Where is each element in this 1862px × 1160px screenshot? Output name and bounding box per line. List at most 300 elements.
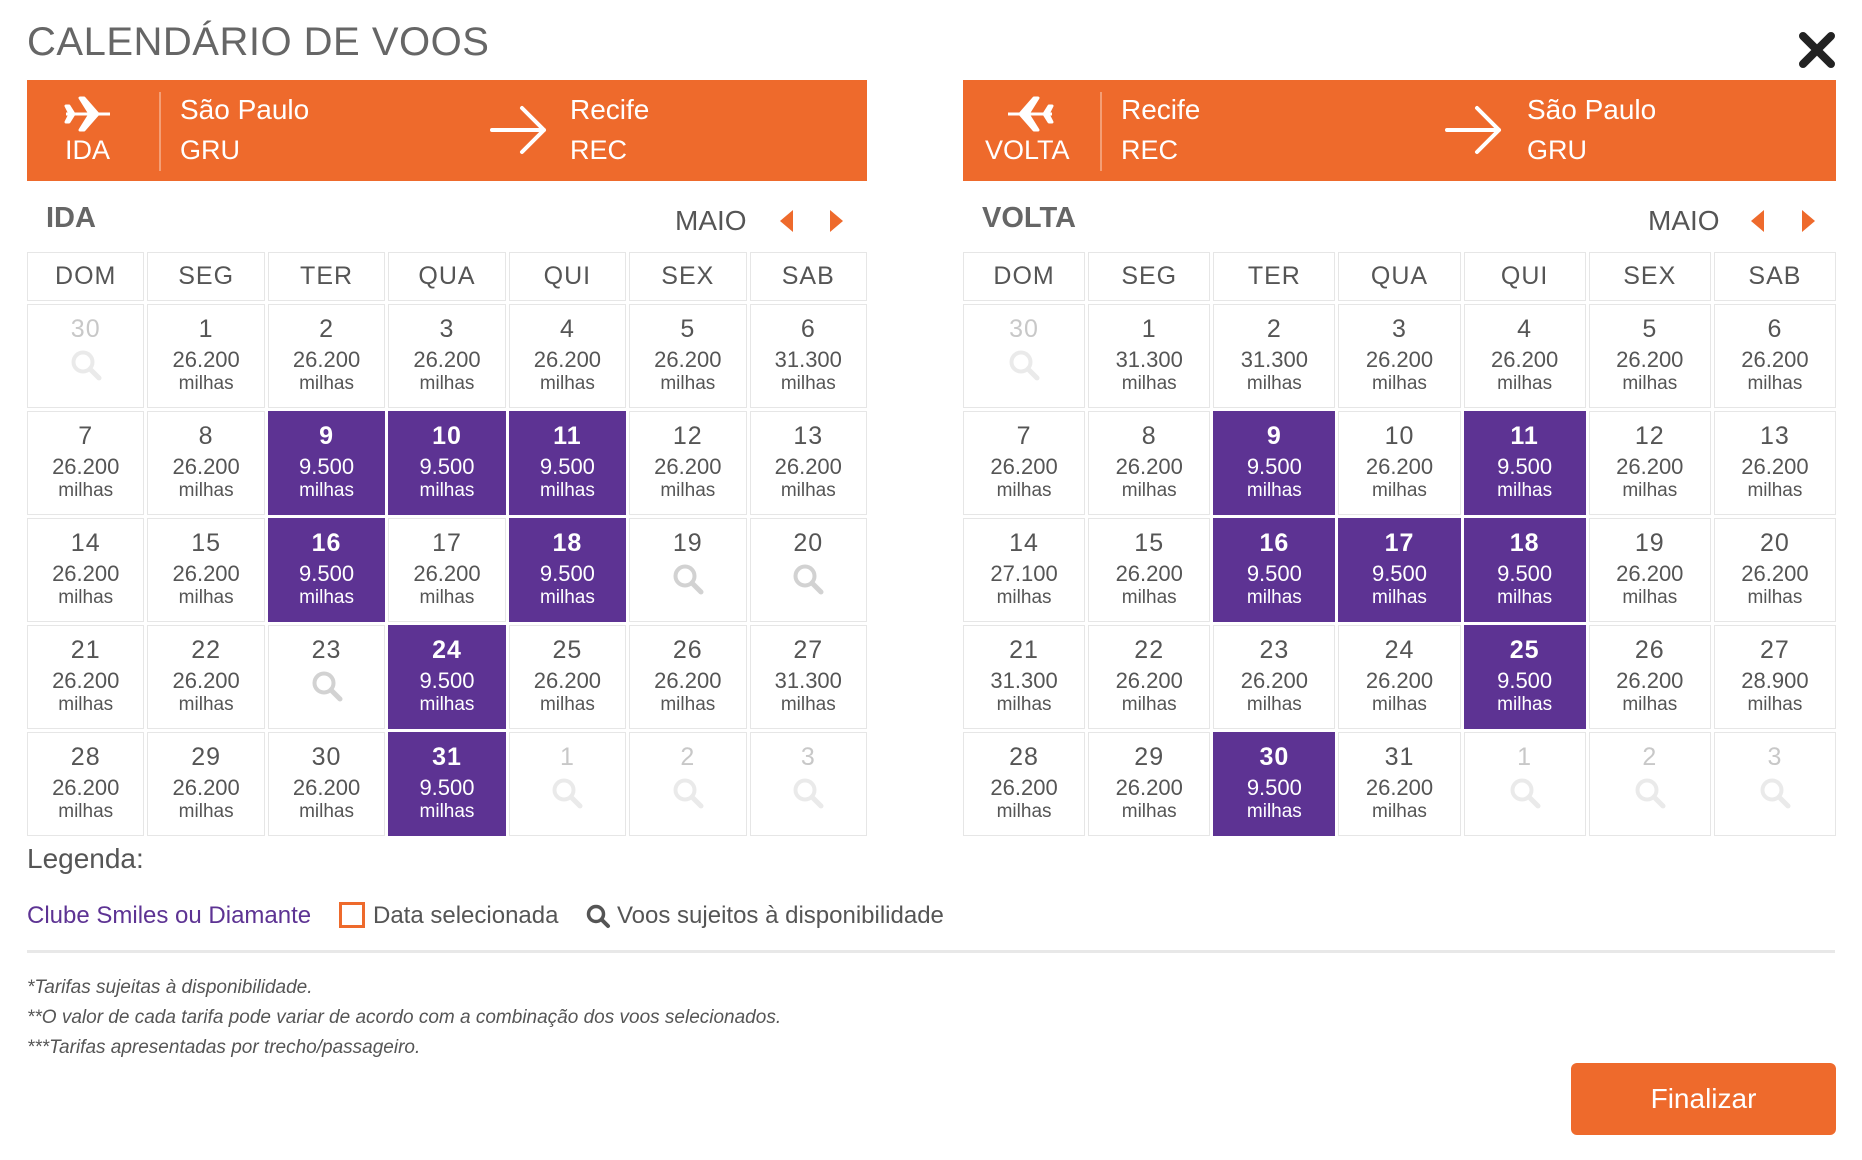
outbound-month: MAIO — [675, 205, 747, 236]
day-cell[interactable] — [629, 518, 746, 622]
day-price: 9.500 — [1497, 668, 1553, 693]
caret-left-icon[interactable] — [1745, 207, 1771, 235]
outbound-route-bar — [27, 80, 867, 181]
day-number: 30 — [1259, 743, 1290, 771]
day-number: 17 — [432, 529, 462, 557]
weekday-header: QUA — [1338, 252, 1460, 301]
day-cell[interactable] — [1213, 732, 1335, 836]
weekday-header: QUA — [388, 252, 505, 301]
day-cell[interactable] — [268, 732, 385, 836]
day-number: 7 — [1016, 422, 1032, 450]
origin-city: Recife — [1121, 94, 1201, 125]
day-number: 13 — [1760, 422, 1790, 450]
day-cell[interactable] — [1714, 411, 1836, 515]
search-icon — [1758, 776, 1792, 810]
day-unit: milhas — [1246, 480, 1302, 501]
divider — [27, 950, 1835, 953]
day-cell[interactable] — [388, 518, 505, 622]
day-price: 26.200 — [1365, 347, 1434, 372]
day-cell[interactable] — [388, 411, 505, 515]
day-unit: milhas — [419, 587, 475, 608]
day-number: 23 — [311, 636, 342, 664]
day-unit: milhas — [780, 480, 836, 501]
day-price: 26.200 — [654, 454, 722, 479]
day-cell[interactable] — [1464, 304, 1586, 408]
caret-left-icon[interactable] — [774, 207, 800, 235]
day-cell[interactable] — [963, 732, 1085, 836]
day-cell[interactable] — [1088, 411, 1210, 515]
day-cell[interactable] — [1088, 518, 1210, 622]
day-number: 22 — [1134, 636, 1165, 664]
route-divider — [159, 92, 161, 171]
day-number: 11 — [553, 422, 582, 450]
day-unit: milhas — [1497, 587, 1553, 608]
day-number: 2 — [319, 315, 334, 343]
day-cell[interactable] — [1338, 518, 1460, 622]
day-cell[interactable] — [388, 732, 505, 836]
day-unit: milhas — [660, 480, 716, 501]
day-number: 31 — [1384, 743, 1415, 771]
day-unit: milhas — [58, 801, 114, 822]
day-price: 26.200 — [533, 347, 602, 372]
day-unit: milhas — [780, 694, 836, 715]
day-cell[interactable] — [268, 411, 385, 515]
day-number: 10 — [1384, 422, 1415, 450]
day-price: 26.200 — [172, 454, 240, 479]
day-number: 20 — [793, 529, 824, 557]
day-unit: milhas — [58, 587, 114, 608]
day-number: 9 — [319, 422, 334, 450]
day-number: 9 — [1266, 422, 1282, 450]
day-cell[interactable] — [1338, 304, 1460, 408]
day-unit: milhas — [1747, 373, 1803, 394]
day-unit: milhas — [419, 694, 475, 715]
day-unit: milhas — [1372, 801, 1427, 822]
day-number: 3 — [439, 315, 455, 343]
day-cell[interactable] — [1213, 304, 1335, 408]
day-unit: milhas — [539, 694, 595, 715]
day-unit: milhas — [299, 801, 354, 822]
day-number: 26 — [1634, 636, 1665, 664]
search-icon — [69, 348, 103, 382]
day-number: 22 — [191, 636, 222, 664]
day-unit: milhas — [178, 694, 234, 715]
day-unit: milhas — [1121, 694, 1177, 715]
day-unit: milhas — [299, 587, 354, 608]
day-number: 3 — [1767, 743, 1783, 771]
day-unit: milhas — [1622, 587, 1678, 608]
day-price: 26.200 — [1490, 347, 1559, 372]
airplane-icon — [62, 94, 114, 134]
day-number: 19 — [672, 529, 703, 557]
day-unit: milhas — [1747, 480, 1803, 501]
day-price: 31.300 — [774, 347, 842, 372]
day-unit: milhas — [1121, 587, 1177, 608]
day-price: 26.200 — [654, 347, 722, 372]
arrow-right-icon — [1443, 102, 1505, 158]
day-price: 9.500 — [539, 561, 595, 586]
day-price: 9.500 — [419, 775, 475, 800]
day-unit: milhas — [1246, 801, 1302, 822]
day-cell[interactable] — [629, 625, 746, 729]
day-cell[interactable] — [750, 411, 867, 515]
day-unit: milhas — [539, 373, 595, 394]
destination-city: São Paulo — [1527, 94, 1657, 125]
day-price: 26.200 — [1741, 347, 1809, 372]
day-unit: milhas — [178, 373, 234, 394]
day-number: 18 — [552, 529, 583, 557]
weekday-header: TER — [268, 252, 385, 301]
day-price: 26.200 — [1115, 454, 1183, 479]
day-price: 26.200 — [172, 775, 240, 800]
day-number: 28 — [70, 743, 101, 771]
day-number: 12 — [1634, 422, 1665, 450]
day-cell — [629, 732, 746, 836]
day-number: 26 — [672, 636, 703, 664]
day-number: 15 — [1134, 529, 1165, 557]
day-number: 1 — [198, 315, 214, 343]
direction-label: IDA — [65, 135, 111, 165]
day-price: 26.200 — [1616, 668, 1684, 693]
inbound-calendar — [960, 249, 1839, 839]
weekday-header: SAB — [750, 252, 867, 301]
day-unit: milhas — [1622, 480, 1678, 501]
day-number: 24 — [1384, 636, 1415, 664]
day-cell — [963, 304, 1085, 408]
day-unit: milhas — [1246, 694, 1302, 715]
day-cell[interactable] — [1338, 411, 1460, 515]
note: **O valor de cada tarifa pode variar de acordo com a combinação dos voos selecionados. — [27, 1007, 782, 1028]
day-price: 31.300 — [1115, 347, 1183, 372]
day-cell[interactable] — [268, 518, 385, 622]
day-cell[interactable] — [509, 625, 626, 729]
day-number: 1 — [559, 743, 575, 771]
day-unit: milhas — [58, 694, 114, 715]
day-number: 27 — [793, 636, 824, 664]
legend-club: Clube Smiles ou Diamante — [27, 902, 312, 929]
inbound-panel-title: VOLTA — [982, 202, 1076, 234]
day-price: 26.200 — [413, 561, 481, 586]
day-cell[interactable] — [27, 411, 144, 515]
inbound-month: MAIO — [1648, 205, 1720, 236]
day-number: 19 — [1634, 529, 1665, 557]
day-unit: milhas — [996, 694, 1052, 715]
day-number: 15 — [191, 529, 222, 557]
day-price: 26.200 — [990, 775, 1058, 800]
day-number: 8 — [198, 422, 214, 450]
day-price: 26.200 — [1240, 668, 1308, 693]
day-price: 9.500 — [1371, 561, 1428, 586]
day-number: 5 — [680, 315, 696, 343]
day-price: 9.500 — [419, 454, 475, 479]
day-cell[interactable] — [629, 411, 746, 515]
day-cell[interactable] — [1088, 304, 1210, 408]
day-price: 9.500 — [419, 668, 475, 693]
day-number: 29 — [1134, 743, 1165, 771]
day-number: 7 — [78, 422, 94, 450]
day-number: 17 — [1384, 529, 1415, 557]
day-cell[interactable] — [1088, 732, 1210, 836]
weekday-header: QUI — [1464, 252, 1586, 301]
day-unit: milhas — [299, 480, 354, 501]
destination-code: GRU — [1527, 135, 1587, 165]
day-price: 26.200 — [990, 454, 1058, 479]
search-icon — [1007, 348, 1041, 382]
day-number: 30 — [311, 743, 342, 771]
day-price: 26.200 — [292, 347, 361, 372]
finalize-button[interactable]: Finalizar — [1571, 1063, 1836, 1135]
day-price: 9.500 — [1246, 775, 1302, 800]
weekday-header: SEX — [1589, 252, 1711, 301]
day-unit: milhas — [780, 373, 836, 394]
day-number: 30 — [1009, 315, 1039, 343]
day-cell[interactable] — [147, 411, 264, 515]
day-cell[interactable] — [509, 518, 626, 622]
day-price: 26.200 — [1741, 561, 1809, 586]
day-unit: milhas — [1121, 480, 1177, 501]
day-unit: milhas — [996, 587, 1052, 608]
day-unit: milhas — [178, 801, 234, 822]
day-number: 2 — [680, 743, 696, 771]
day-number: 11 — [1510, 422, 1539, 450]
day-number: 21 — [70, 636, 101, 664]
origin-code: REC — [1121, 135, 1179, 165]
day-cell[interactable] — [27, 518, 144, 622]
day-unit: milhas — [58, 480, 114, 501]
day-cell[interactable] — [1589, 304, 1711, 408]
day-cell[interactable] — [1714, 304, 1836, 408]
day-number: 28 — [1009, 743, 1039, 771]
day-price: 31.300 — [1240, 347, 1308, 372]
weekday-header: SAB — [1714, 252, 1836, 301]
day-unit: milhas — [1121, 373, 1177, 394]
day-price: 9.500 — [1497, 454, 1553, 479]
weekday-header: TER — [1213, 252, 1335, 301]
day-price: 26.200 — [292, 775, 361, 800]
day-cell[interactable] — [509, 304, 626, 408]
day-price: 26.200 — [172, 347, 240, 372]
outbound-panel-title: IDA — [46, 202, 96, 234]
day-cell — [1714, 732, 1836, 836]
airplane-icon — [1004, 94, 1056, 134]
day-cell[interactable] — [147, 732, 264, 836]
day-price: 26.200 — [172, 668, 240, 693]
day-price: 26.200 — [52, 668, 120, 693]
day-number: 24 — [432, 636, 462, 664]
day-price: 26.200 — [1616, 561, 1684, 586]
day-cell[interactable] — [963, 625, 1085, 729]
destination-city: Recife — [570, 94, 650, 125]
day-unit: milhas — [419, 480, 475, 501]
direction-label: VOLTA — [985, 135, 1070, 165]
day-number: 5 — [1642, 315, 1658, 343]
day-cell — [509, 732, 626, 836]
route-divider — [1100, 92, 1102, 171]
day-number: 23 — [1259, 636, 1290, 664]
day-cell[interactable] — [1338, 625, 1460, 729]
day-unit: milhas — [660, 694, 716, 715]
day-unit: milhas — [539, 480, 595, 501]
note: *Tarifas sujeitas à disponibilidade. — [27, 977, 313, 998]
day-cell[interactable] — [388, 625, 505, 729]
search-icon — [791, 776, 825, 810]
weekday-header: DOM — [963, 252, 1085, 301]
day-price: 26.200 — [52, 775, 120, 800]
day-price: 9.500 — [1497, 561, 1553, 586]
day-unit: milhas — [1246, 373, 1302, 394]
day-cell[interactable] — [750, 518, 867, 622]
day-price: 26.200 — [1365, 668, 1434, 693]
day-price: 26.200 — [1616, 454, 1684, 479]
caret-right-icon[interactable] — [823, 207, 849, 235]
day-number: 25 — [1509, 636, 1540, 664]
day-cell[interactable] — [509, 411, 626, 515]
day-cell — [1589, 732, 1711, 836]
caret-right-icon[interactable] — [1795, 207, 1821, 235]
search-icon — [310, 669, 344, 703]
day-unit: milhas — [1372, 694, 1427, 715]
search-icon — [671, 562, 705, 596]
day-price: 26.200 — [774, 454, 842, 479]
day-price: 9.500 — [1246, 561, 1302, 586]
day-unit: milhas — [419, 373, 475, 394]
inbound-route-bar — [963, 80, 1836, 181]
day-unit: milhas — [1747, 694, 1803, 715]
weekday-header: QUI — [509, 252, 626, 301]
day-number: 4 — [1517, 315, 1533, 343]
day-unit: milhas — [1372, 587, 1427, 608]
legend-selected: Data selecionada — [373, 902, 559, 929]
day-unit: milhas — [299, 373, 354, 394]
note: ***Tarifas apresentadas por trecho/passageiro. — [27, 1037, 421, 1058]
day-cell[interactable] — [147, 625, 264, 729]
day-cell[interactable] — [963, 411, 1085, 515]
day-price: 9.500 — [299, 454, 355, 479]
legend-availability: Voos sujeitos à disponibilidade — [617, 902, 944, 929]
day-number: 21 — [1009, 636, 1039, 664]
day-cell[interactable] — [1589, 625, 1711, 729]
day-price: 26.200 — [1616, 347, 1684, 372]
day-cell — [1464, 732, 1586, 836]
day-price: 26.200 — [413, 347, 481, 372]
day-cell[interactable] — [629, 304, 746, 408]
day-number: 31 — [432, 743, 462, 771]
day-unit: milhas — [1372, 480, 1427, 501]
day-price: 26.200 — [172, 561, 240, 586]
outbound-calendar — [24, 249, 870, 839]
day-cell[interactable] — [27, 732, 144, 836]
day-cell — [27, 304, 144, 408]
day-cell[interactable] — [1464, 411, 1586, 515]
day-unit: milhas — [419, 801, 475, 822]
day-number: 16 — [311, 529, 342, 557]
day-number: 1 — [1141, 315, 1157, 343]
day-cell[interactable] — [1589, 518, 1711, 622]
day-price: 31.300 — [990, 668, 1058, 693]
day-unit: milhas — [178, 587, 234, 608]
close-icon[interactable] — [1795, 28, 1839, 72]
day-cell[interactable] — [1338, 732, 1460, 836]
search-icon — [671, 776, 705, 810]
day-price: 26.200 — [52, 561, 120, 586]
day-price: 26.200 — [533, 668, 602, 693]
day-cell[interactable] — [147, 304, 264, 408]
day-price: 26.200 — [654, 668, 722, 693]
selected-date-swatch — [339, 902, 365, 928]
day-price: 26.200 — [1365, 775, 1434, 800]
day-cell[interactable] — [388, 304, 505, 408]
day-cell[interactable] — [1589, 411, 1711, 515]
day-number: 14 — [70, 529, 101, 557]
origin-code: GRU — [180, 135, 240, 165]
day-number: 25 — [552, 636, 583, 664]
day-number: 6 — [1767, 315, 1783, 343]
day-price: 28.900 — [1741, 668, 1809, 693]
day-price: 26.200 — [52, 454, 120, 479]
search-icon — [791, 562, 825, 596]
day-cell[interactable] — [1213, 625, 1335, 729]
day-cell[interactable] — [1714, 625, 1836, 729]
day-unit: milhas — [996, 480, 1052, 501]
weekday-header: DOM — [27, 252, 144, 301]
destination-code: REC — [570, 135, 628, 165]
day-number: 2 — [1642, 743, 1658, 771]
day-price: 26.200 — [1741, 454, 1809, 479]
day-cell[interactable] — [1213, 411, 1335, 515]
day-unit: milhas — [1121, 801, 1177, 822]
day-price: 26.200 — [1365, 454, 1434, 479]
day-cell — [750, 732, 867, 836]
day-cell[interactable] — [268, 304, 385, 408]
day-unit: milhas — [1246, 587, 1302, 608]
day-number: 4 — [559, 315, 575, 343]
day-unit: milhas — [539, 587, 595, 608]
legend-title: Legenda: — [27, 843, 144, 874]
day-cell[interactable] — [1464, 625, 1586, 729]
day-price: 26.200 — [1115, 668, 1183, 693]
day-number: 6 — [800, 315, 816, 343]
day-price: 9.500 — [539, 454, 595, 479]
day-cell[interactable] — [147, 518, 264, 622]
day-unit: milhas — [1622, 694, 1678, 715]
day-cell[interactable] — [1714, 518, 1836, 622]
day-cell[interactable] — [268, 625, 385, 729]
day-unit: milhas — [660, 373, 716, 394]
weekday-header: SEG — [147, 252, 264, 301]
weekday-header: SEX — [629, 252, 746, 301]
day-cell[interactable] — [1213, 518, 1335, 622]
day-cell[interactable] — [963, 518, 1085, 622]
day-cell[interactable] — [27, 625, 144, 729]
day-number: 13 — [793, 422, 824, 450]
day-number: 3 — [1392, 315, 1407, 343]
day-number: 16 — [1259, 529, 1290, 557]
day-unit: milhas — [1497, 480, 1553, 501]
day-unit: milhas — [178, 480, 234, 501]
day-cell[interactable] — [1464, 518, 1586, 622]
day-number: 18 — [1509, 529, 1540, 557]
day-number: 1 — [1517, 743, 1533, 771]
search-icon — [585, 903, 611, 929]
day-price: 31.300 — [774, 668, 842, 693]
search-icon — [550, 776, 584, 810]
day-price: 9.500 — [1246, 454, 1302, 479]
day-cell[interactable] — [1088, 625, 1210, 729]
day-number: 3 — [800, 743, 816, 771]
day-cell[interactable] — [750, 625, 867, 729]
day-cell[interactable] — [750, 304, 867, 408]
search-icon — [1508, 776, 1542, 810]
